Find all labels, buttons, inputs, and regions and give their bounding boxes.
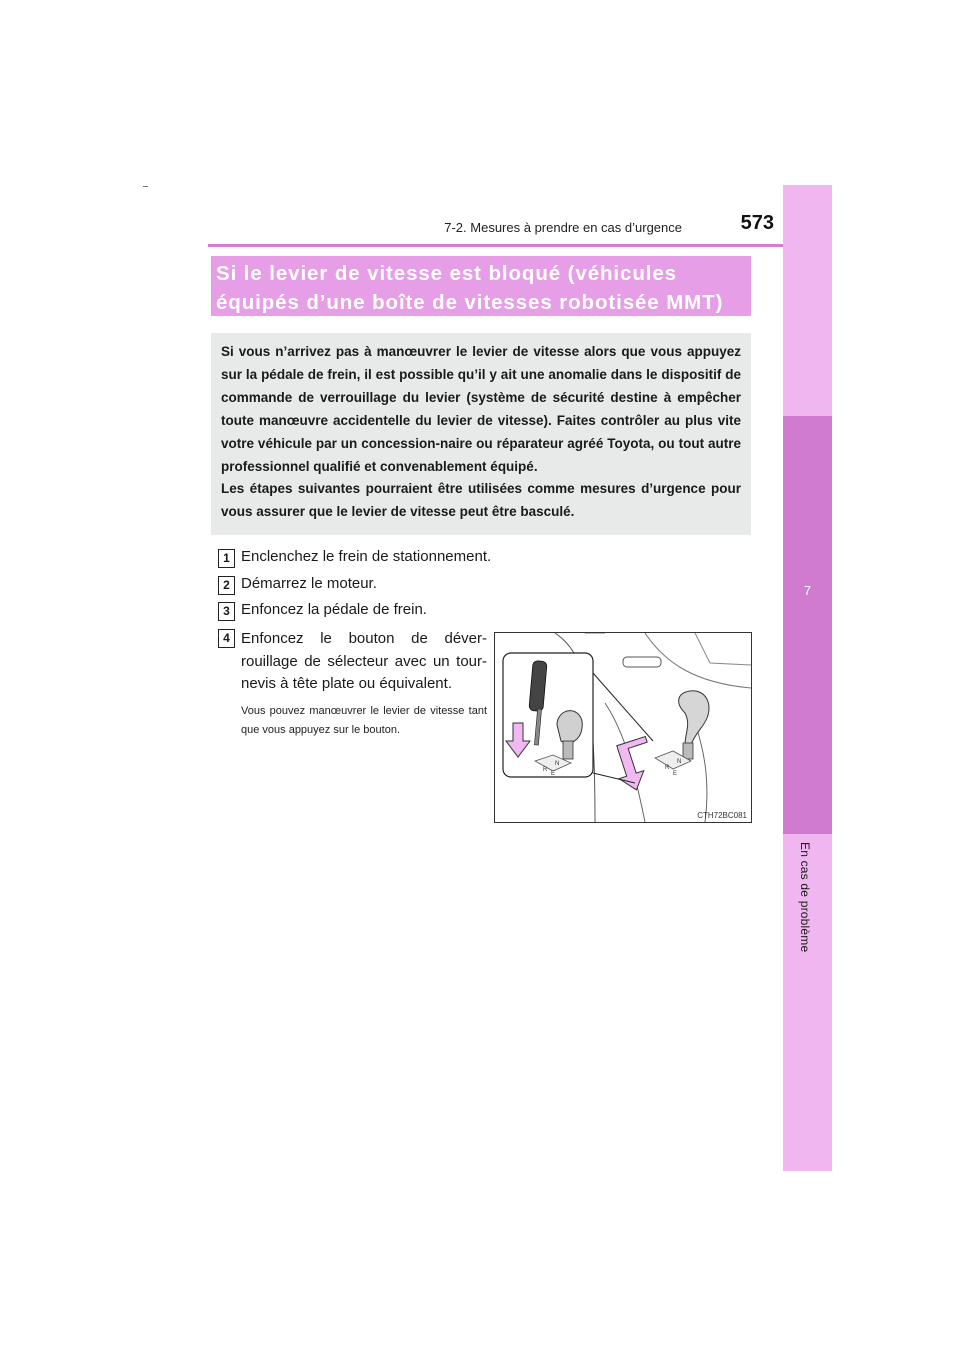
intro-box <box>211 333 751 535</box>
section-title: Si le levier de vitesse est bloqué (véhicules équipés d’une boîte de vitesses robotisée MMT) <box>216 262 724 314</box>
step-number-badge: 4 <box>218 629 235 648</box>
gear-label: N <box>555 761 560 767</box>
crop-mark <box>143 186 148 187</box>
chapter-side-tab-active <box>783 416 832 834</box>
chapter-number: 7 <box>803 583 812 598</box>
shift-lever-illustration <box>494 632 752 823</box>
gear-label: R <box>543 767 548 773</box>
page-number: 573 <box>740 212 774 234</box>
gear-label: E <box>551 771 556 777</box>
chapter-title: En cas de problème <box>798 842 812 953</box>
intro-text <box>221 341 741 524</box>
step-text: Enfoncez la pédale de frein. <box>241 601 427 618</box>
gear-label: R <box>665 765 670 771</box>
step-text: Démarrez le moteur. <box>241 575 377 592</box>
figure-code: CTH72BC081 <box>697 811 747 820</box>
intro-paragraph-1: Si vous n’arrivez pas à manœuvrer le levier de vitesse alors que vous appuyez sur la pédale de frein, il est possible qu’il y ait une anomalie dans le dispositif de commande de verrouillage du levier (système de sécurité destine à empêcher toute manœuvre accidentelle du levier de vitesse). Faites contrôler au plus vite votre véhicule par un concession-naire ou réparateur agréé Toyota, ou tout autre professionnel qualifié et convenablement équipé. <box>221 344 741 474</box>
gear-label: N <box>677 759 682 765</box>
gear-label: E <box>673 771 678 777</box>
intro-paragraph-2: Les étapes suivantes pourraient être utilisées comme mesures d’urgence pour vous assurer que le levier de vitesse peut être basculé. <box>221 481 741 520</box>
section-title-box <box>211 256 751 316</box>
step-text: Enfoncez le bouton de déver-rouillage de sélecteur avec un tour-nevis à tête plate ou équivalent. <box>241 630 487 692</box>
step-text: Enclenchez le frein de stationnement. <box>241 548 492 565</box>
header-rule <box>208 244 832 247</box>
step-number-badge: 2 <box>218 576 235 595</box>
illustration-drawing <box>495 633 751 822</box>
section-label: 7-2. Mesures à prendre en cas d’urgence <box>444 220 682 235</box>
page-header <box>210 212 774 246</box>
step-number-badge: 3 <box>218 602 235 621</box>
step-number-badge: 1 <box>218 549 235 568</box>
step-note: Vous pouvez manœuvrer le levier de vitesse tant que vous appuyez sur le bouton. <box>241 705 487 736</box>
